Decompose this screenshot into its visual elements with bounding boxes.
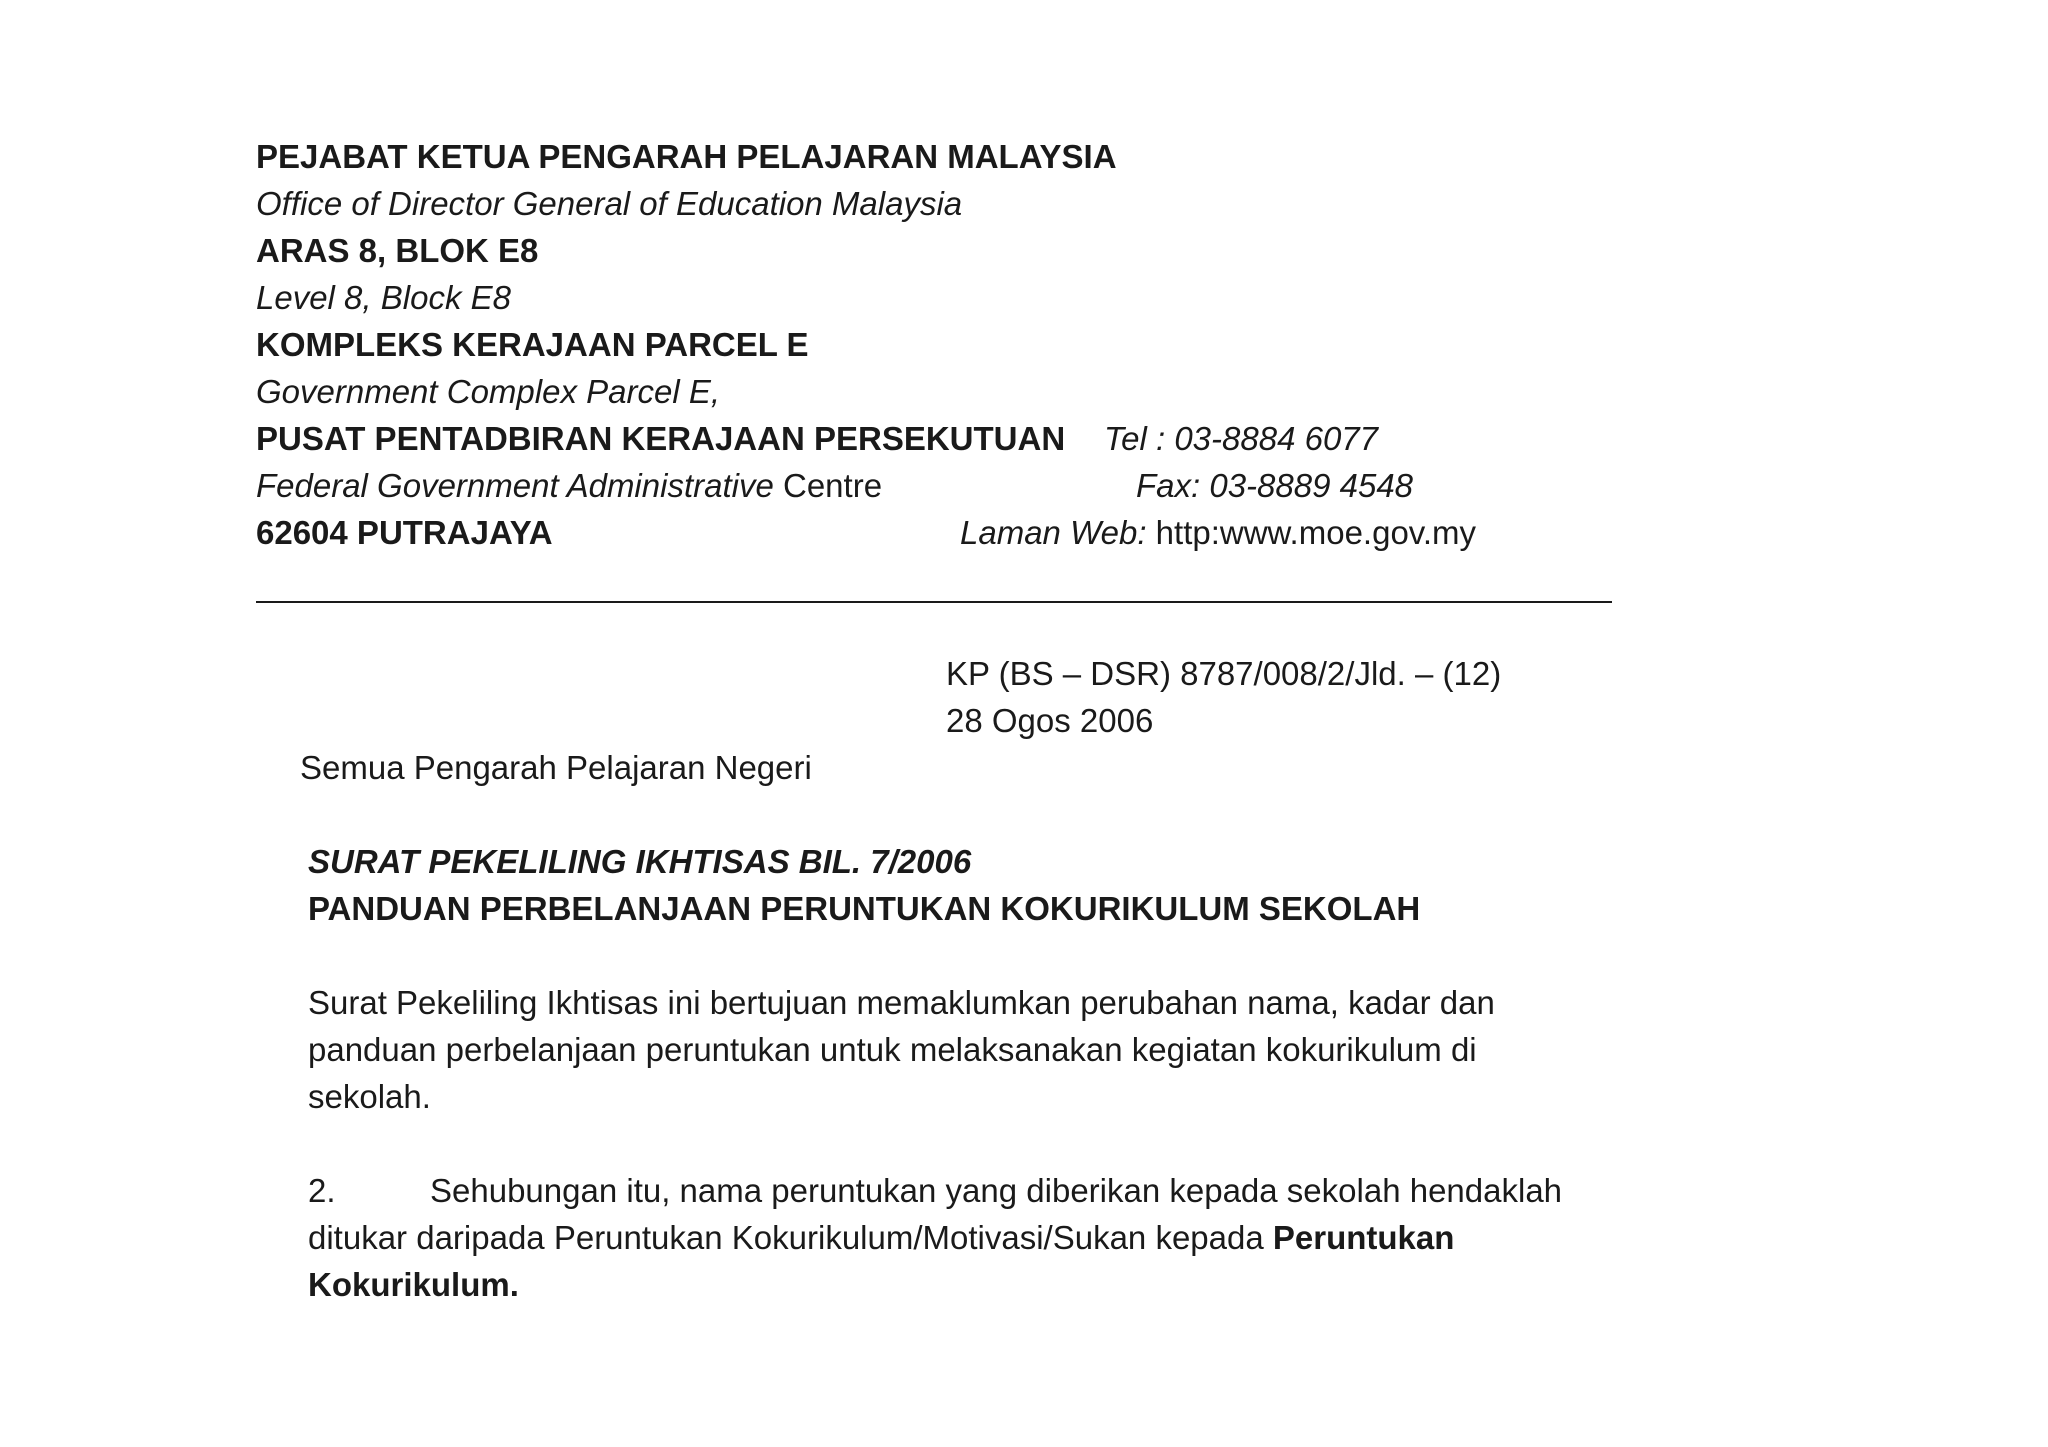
paragraph-2-line-2-bold: Peruntukan (1272, 1219, 1455, 1256)
letterhead-divider (256, 601, 1612, 603)
reference-number: KP (BS – DSR) 8787/008/2/Jld. – (12) (946, 655, 1502, 692)
address-level-english: Level 8, Block E8 (256, 279, 511, 316)
telephone-number: Tel : 03-8884 6077 (1104, 420, 1379, 457)
address-complex-malay: KOMPLEKS KERAJAAN PARCEL E (256, 326, 809, 363)
address-city: 62604 PUTRAJAYA (256, 514, 553, 551)
paragraph-1-line-1: Surat Pekeliling Ikhtisas ini bertujuan memaklumkan perubahan nama, kadar dan (308, 984, 1495, 1021)
paragraph-2-line-2-text: ditukar daripada Peruntukan Kokurikulum/Motivasi/Sukan kepada (308, 1219, 1273, 1256)
address-centre-english-plain: Centre (773, 467, 883, 504)
paragraph-2-line-2 (308, 1218, 1454, 1258)
address-complex-english: Government Complex Parcel E, (256, 373, 721, 410)
paragraph-1-line-3: sekolah. (308, 1078, 431, 1115)
website-url: http:www.moe.gov.my (1146, 514, 1477, 551)
paragraph-1-line-2: panduan perbelanjaan peruntukan untuk melaksanakan kegiatan kokurikulum di (308, 1031, 1477, 1068)
circular-title: SURAT PEKELILING IKHTISAS BIL. 7/2006 (308, 843, 972, 880)
website (960, 513, 1476, 553)
letter-date: 28 Ogos 2006 (946, 702, 1154, 739)
address-centre-english-italic: Federal Government Administrative (256, 467, 774, 504)
fax-number: Fax: 03-8889 4548 (1136, 467, 1414, 504)
office-name-malay: PEJABAT KETUA PENGARAH PELAJARAN MALAYSIA (256, 138, 1117, 175)
recipient: Semua Pengarah Pelajaran Negeri (300, 749, 812, 786)
paragraph-2-number: 2. (308, 1172, 336, 1209)
address-centre-english (256, 466, 882, 506)
circular-subject: PANDUAN PERBELANJAAN PERUNTUKAN KOKURIKULUM SEKOLAH (308, 890, 1421, 927)
website-label: Laman Web: (960, 514, 1147, 551)
paragraph-2-line-1: Sehubungan itu, nama peruntukan yang diberikan kepada sekolah hendaklah (430, 1172, 1563, 1209)
paragraph-2-line-3: Kokurikulum. (308, 1266, 519, 1303)
office-name-english: Office of Director General of Education Malaysia (256, 185, 963, 222)
address-centre-malay: PUSAT PENTADBIRAN KERAJAAN PERSEKUTUAN (256, 420, 1066, 457)
address-level-malay: ARAS 8, BLOK E8 (256, 232, 539, 269)
